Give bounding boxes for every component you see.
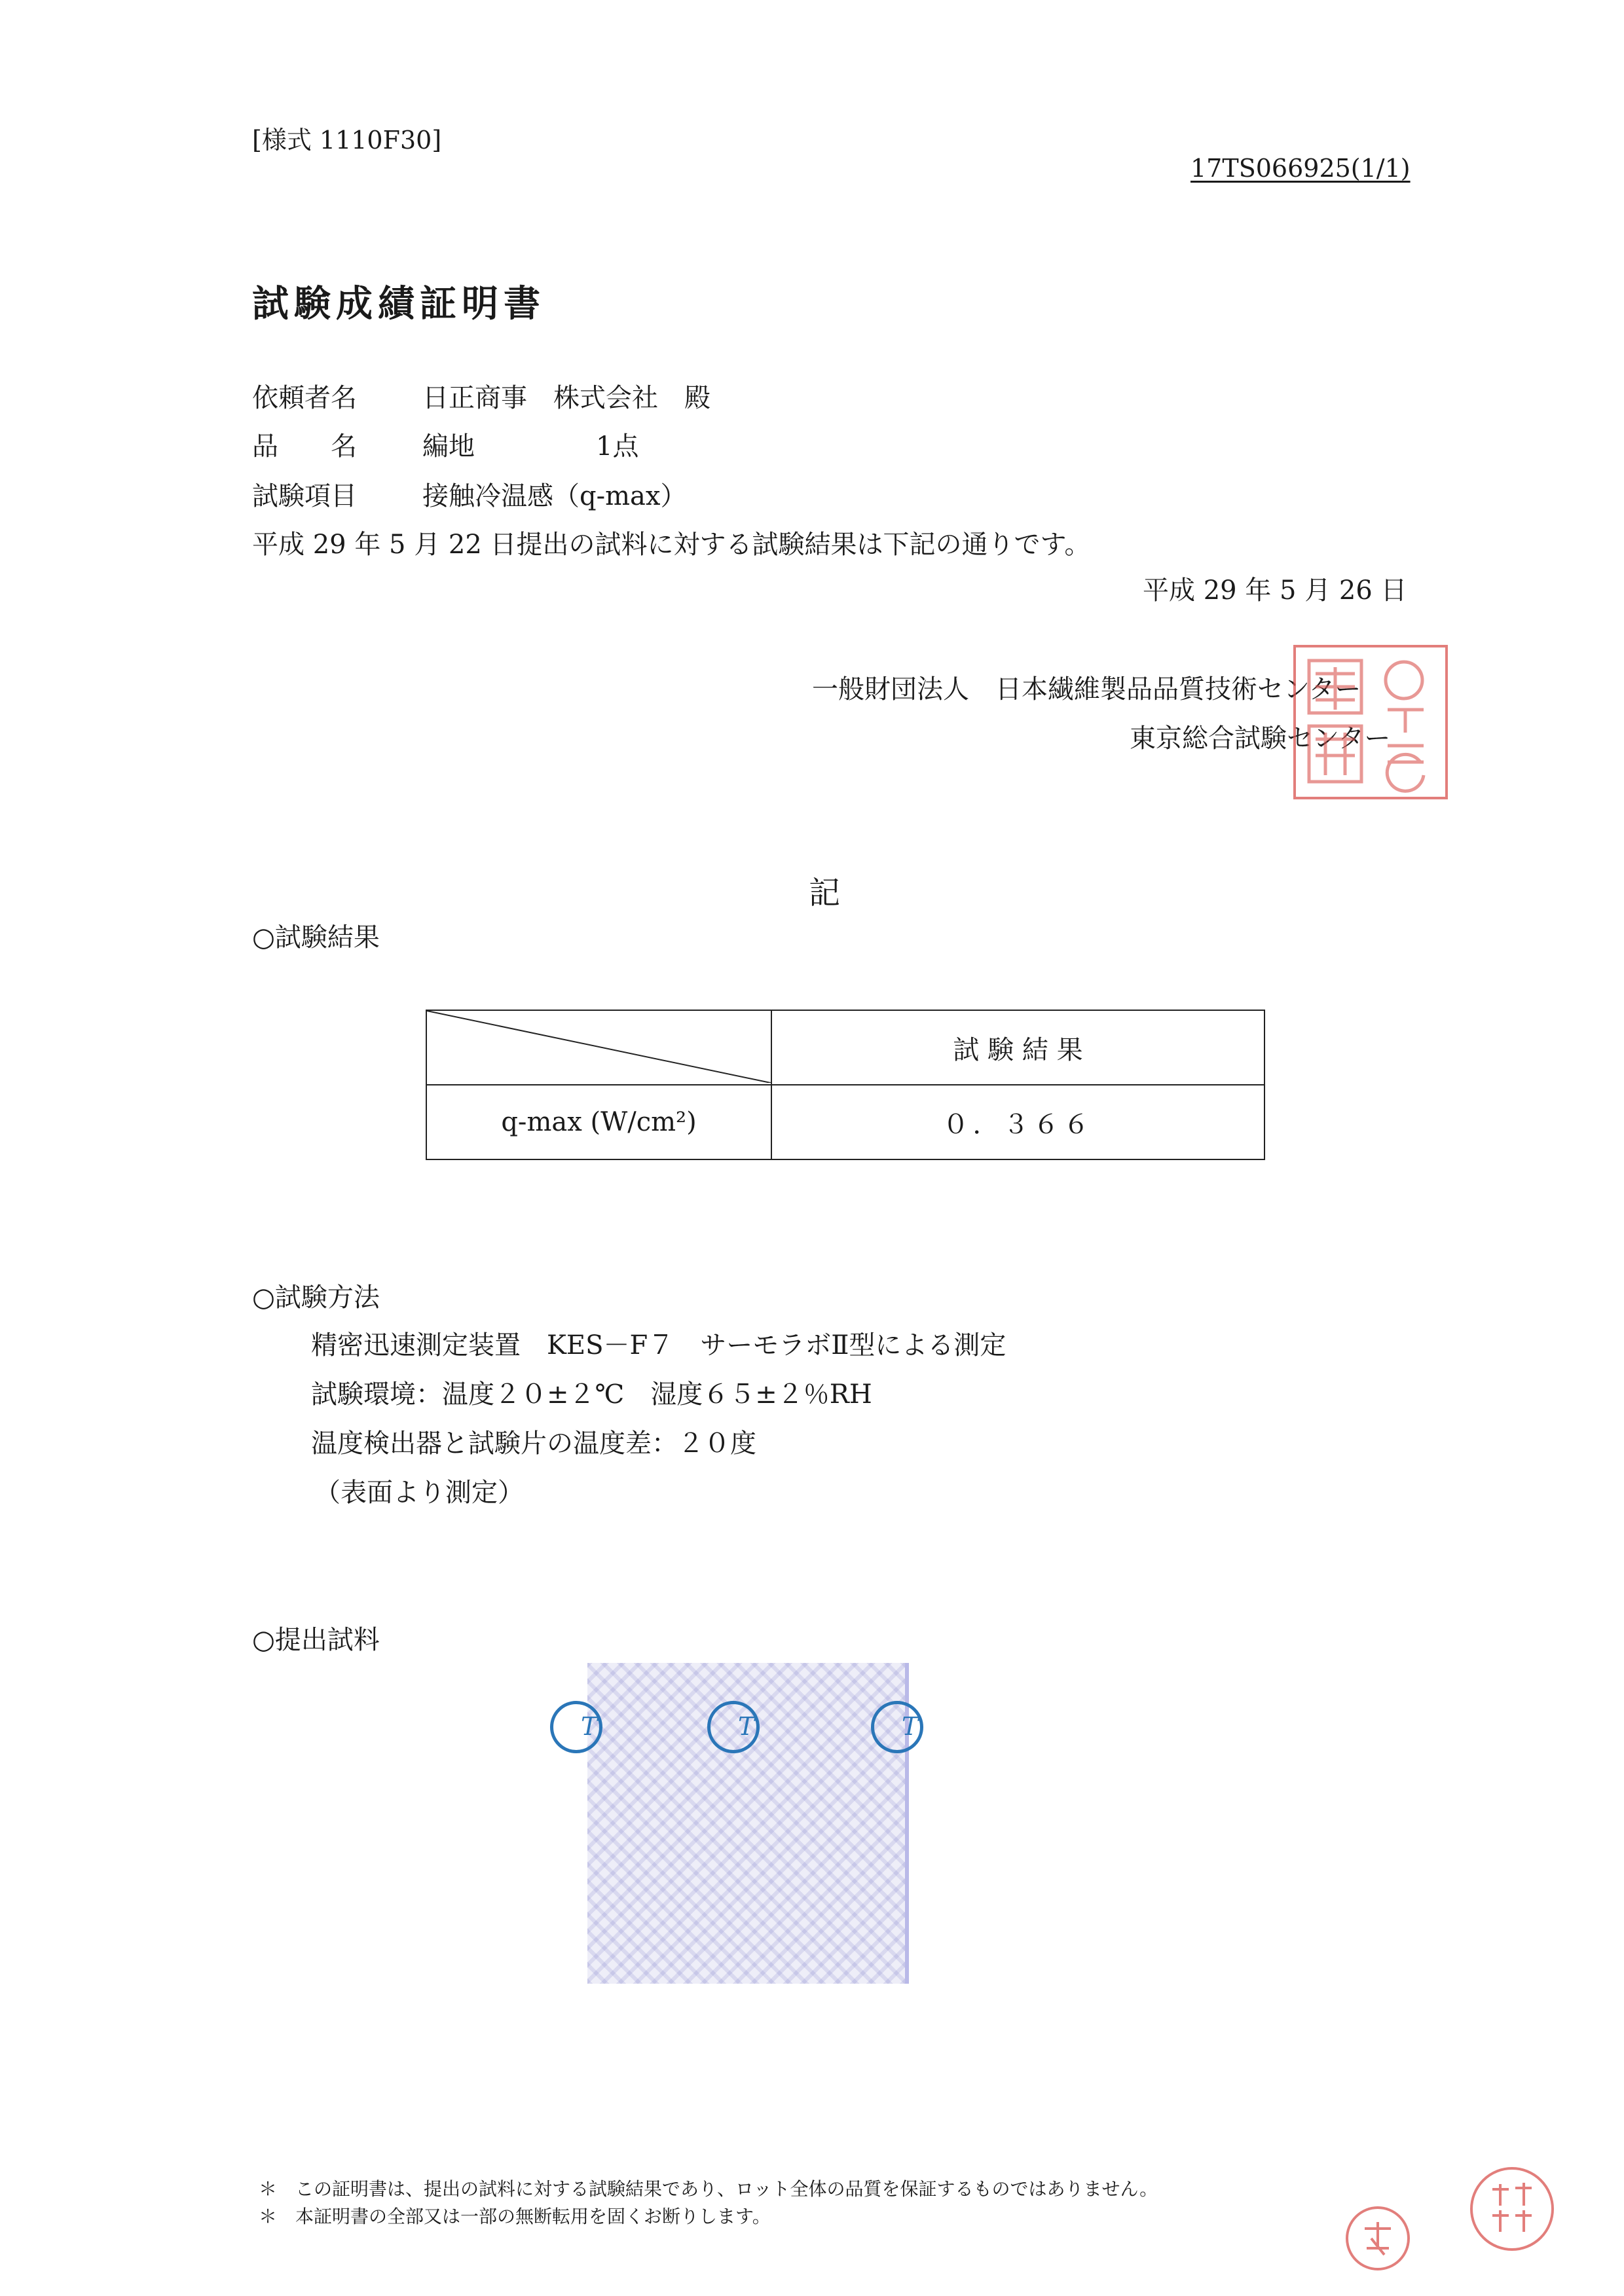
- footnote-1: ＊ この証明書は、提出の試料に対する試験結果であり、ロット全体の品質を保証するものではありません。: [259, 2178, 1158, 2200]
- ki-heading: 記: [809, 875, 841, 911]
- test-item-label: 試験項目: [252, 481, 357, 511]
- qmax-row-label: q-max (W/cm²): [426, 1085, 771, 1159]
- diagonal-line: [427, 1011, 771, 1083]
- method-heading: ○試験方法: [252, 1283, 380, 1313]
- footnote-2: ＊ 本証明書の全部又は一部の無断転用を固くお断りします。: [259, 2206, 771, 2227]
- qtec-logo-icon: T: [871, 1701, 923, 1753]
- document-number: 17TS066925(1/1): [1190, 154, 1411, 183]
- red-seal-icon: [1293, 645, 1448, 799]
- red-seal-icon: [1346, 2206, 1410, 2270]
- qmax-row-value: ０．３６６: [771, 1085, 1264, 1159]
- sample-heading: ○提出試料: [252, 1625, 380, 1655]
- item-value: 編地: [422, 431, 475, 462]
- results-table: [426, 1010, 1265, 1160]
- method-line-2: 試験環境：温度２０±２℃ 湿度６５±２％RH: [311, 1379, 872, 1410]
- results-heading: ○試験結果: [252, 922, 380, 953]
- qtec-logo-icon: T: [707, 1701, 760, 1753]
- test-item-value: 接触冷温感（q-max）: [422, 481, 687, 511]
- issue-date: 平成 29 年 5 月 26 日: [1143, 575, 1407, 606]
- item-count: 1点: [596, 431, 639, 462]
- issuer-organization: 一般財団法人 日本繊維製品品質技術センター: [812, 674, 1361, 704]
- client-value: 日正商事 株式会社 殿: [422, 383, 710, 413]
- issuer-branch: 東京総合試験センター: [1130, 723, 1391, 754]
- statement: 平成 29 年 5 月 22 日提出の試料に対する試験結果は下記の通りです。: [252, 530, 1091, 560]
- item-label: 品 名: [252, 431, 357, 462]
- red-seal-icon: [1470, 2167, 1554, 2251]
- client-label: 依頼者名: [252, 383, 357, 413]
- page-title: 試験成績証明書: [252, 282, 545, 325]
- method-line-3: 温度検出器と試験片の温度差：２０度: [311, 1429, 756, 1459]
- diagonal-header-cell: [426, 1010, 771, 1085]
- method-line-4: （表面より測定）: [314, 1478, 524, 1508]
- form-code: [様式 1110F30]: [252, 126, 442, 155]
- results-column-header: 試 験 結 果: [771, 1010, 1264, 1085]
- qtec-logo-icon: T: [550, 1701, 602, 1753]
- method-line-1: 精密迅速測定装置 KES－F７ サーモラボⅡ型による測定: [311, 1330, 1006, 1360]
